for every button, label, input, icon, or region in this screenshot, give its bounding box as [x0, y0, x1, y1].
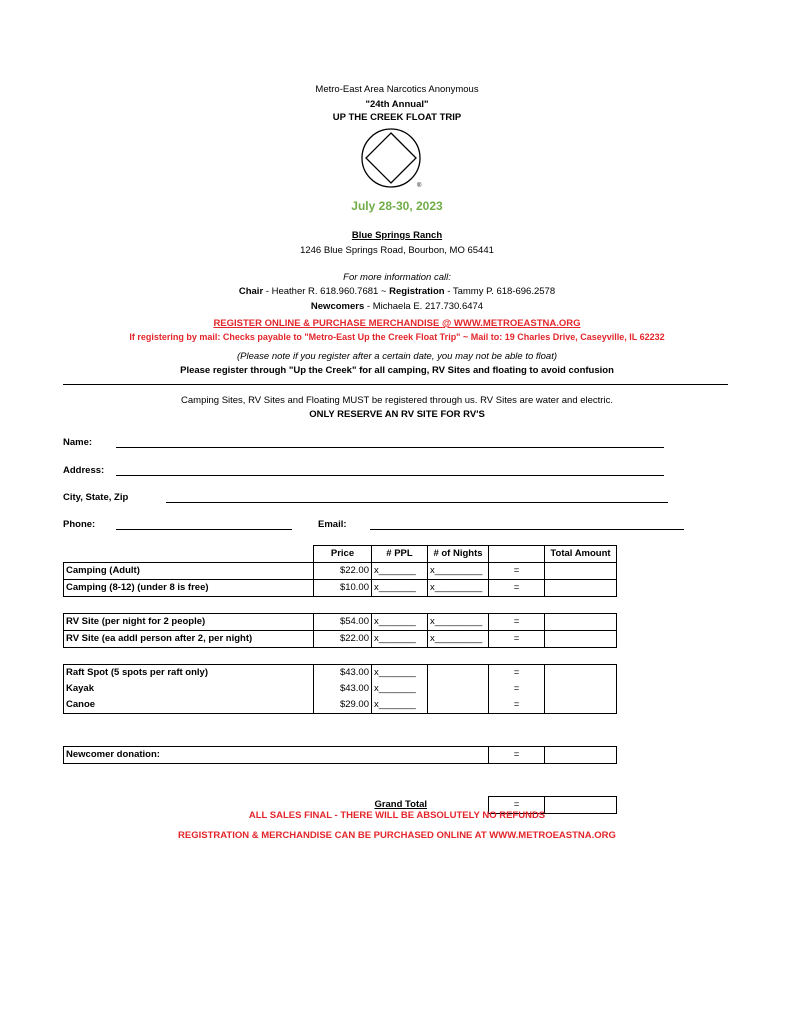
chair-label: Chair [238, 286, 264, 297]
table-row [64, 563, 617, 580]
table-row [64, 614, 617, 631]
name-label: Name: [63, 437, 93, 448]
name-field[interactable] [116, 447, 664, 448]
please-register: Please register through "Up the Creek" for all camping, RV Sites and floating to avoid confusion [180, 365, 614, 376]
row-label: RV Site (ea addl person after 2, per night) [64, 631, 314, 648]
mail-info: If registering by mail: Checks payable to "Metro-East Up the Creek Float Trip" ~ Mail to: 19 Charles Drive, Caseyville, IL 62232 [129, 332, 665, 342]
equals: = [489, 681, 545, 697]
nights-input[interactable]: x_________ [428, 580, 489, 597]
city-field[interactable] [166, 502, 668, 503]
registered-mark: ® [417, 183, 422, 189]
equals: = [489, 697, 545, 714]
total-cell[interactable] [545, 563, 617, 580]
table-row [64, 681, 617, 697]
equals: = [489, 614, 545, 631]
ppl-input[interactable]: x_______ [372, 631, 428, 648]
event-title: UP THE CREEK FLOAT TRIP [332, 112, 462, 123]
row-price: $43.00 [314, 665, 372, 682]
row-price: $29.00 [314, 697, 372, 714]
ppl-input[interactable]: x_______ [372, 563, 428, 580]
ppl-input[interactable]: x_______ [372, 665, 428, 682]
total-cell[interactable] [545, 614, 617, 631]
email-label: Email: [318, 519, 347, 530]
row-label: RV Site (per night for 2 people) [64, 614, 314, 631]
equals: = [489, 631, 545, 648]
donation-row [64, 747, 617, 764]
register-online-link[interactable]: REGISTER ONLINE & PURCHASE MERCHANDISE @ WWW.METROEASTNA.ORG [213, 318, 581, 329]
row-label: Camping (Adult) [64, 563, 314, 580]
equals: = [489, 797, 545, 814]
row-label: Canoe [64, 697, 314, 714]
address-label: Address: [63, 465, 105, 476]
table-row [64, 580, 617, 597]
divider [63, 384, 728, 385]
table-header-row [64, 546, 617, 563]
nights-header: # of Nights [428, 546, 489, 563]
row-price: $54.00 [314, 614, 372, 631]
total-cell[interactable] [545, 681, 617, 697]
late-note: (Please note if you register after a certain date, you may not be able to float) [236, 351, 557, 362]
event-dates: July 28-30, 2023 [351, 199, 443, 213]
ppl-input[interactable]: x_______ [372, 614, 428, 631]
nights-input[interactable]: x_________ [428, 563, 489, 580]
chair-value: - Heather R. 618.960.7681 ~ [263, 286, 390, 297]
annual-label: "24th Annual" [365, 99, 429, 110]
registration-label: Registration [389, 286, 445, 297]
newcomers-line [0, 301, 794, 312]
venue-address: 1246 Blue Springs Road, Bourbon, MO 65441 [300, 245, 494, 256]
ppl-input[interactable]: x_______ [372, 697, 428, 714]
equals: = [489, 665, 545, 682]
nights-input[interactable]: x_________ [428, 614, 489, 631]
email-field[interactable] [370, 529, 684, 530]
row-label: Raft Spot (5 spots per raft only) [64, 665, 314, 682]
table-row [64, 631, 617, 648]
sales-final-notice: ALL SALES FINAL - THERE WILL BE ABSOLUTELY NO REFUNDS [248, 810, 546, 821]
registration-value: - Tammy P. 618-696.2578 [444, 286, 556, 297]
row-price: $43.00 [314, 681, 372, 697]
donation-total-cell[interactable] [545, 747, 617, 764]
nights-input[interactable]: x_________ [428, 631, 489, 648]
total-cell[interactable] [545, 631, 617, 648]
contacts-line [0, 286, 794, 297]
newcomers-value: - Michaela E. 217.730.6474 [364, 301, 484, 312]
donation-label: Newcomer donation: [64, 747, 314, 764]
city-label: City, State, Zip [63, 492, 129, 503]
grand-total-label: Grand Total [374, 799, 428, 810]
na-diamond-logo-icon [359, 128, 427, 190]
total-cell[interactable] [545, 697, 617, 714]
address-field[interactable] [116, 475, 664, 476]
equals: = [489, 747, 545, 764]
online-notice: REGISTRATION & MERCHANDISE CAN BE PURCHASED ONLINE AT WWW.METROEASTNA.ORG [178, 830, 616, 841]
ppl-input[interactable]: x_______ [372, 580, 428, 597]
total-header: Total Amount [545, 546, 617, 563]
info-intro: For more information call: [343, 272, 451, 283]
table-row [64, 665, 617, 682]
phone-field[interactable] [116, 529, 292, 530]
venue-name: Blue Springs Ranch [351, 230, 443, 241]
row-label: Camping (8-12) (under 8 is free) [64, 580, 314, 597]
notice-line2: ONLY RESERVE AN RV SITE FOR RV'S [309, 409, 485, 420]
ppl-input[interactable]: x_______ [372, 681, 428, 697]
equals: = [489, 580, 545, 597]
price-header: Price [314, 546, 372, 563]
equals: = [489, 563, 545, 580]
row-label: Kayak [64, 681, 314, 697]
ppl-header: # PPL [372, 546, 428, 563]
row-price: $22.00 [314, 631, 372, 648]
total-cell[interactable] [545, 580, 617, 597]
org-name: Metro-East Area Narcotics Anonymous [315, 84, 479, 95]
pricing-table [63, 545, 617, 814]
total-cell[interactable] [545, 665, 617, 682]
notice-line1: Camping Sites, RV Sites and Floating MUST be registered through us. RV Sites are water and electric. [181, 395, 613, 406]
phone-label: Phone: [63, 519, 96, 530]
table-row [64, 697, 617, 714]
row-price: $10.00 [314, 580, 372, 597]
row-price: $22.00 [314, 563, 372, 580]
newcomers-label: Newcomers [310, 301, 365, 312]
